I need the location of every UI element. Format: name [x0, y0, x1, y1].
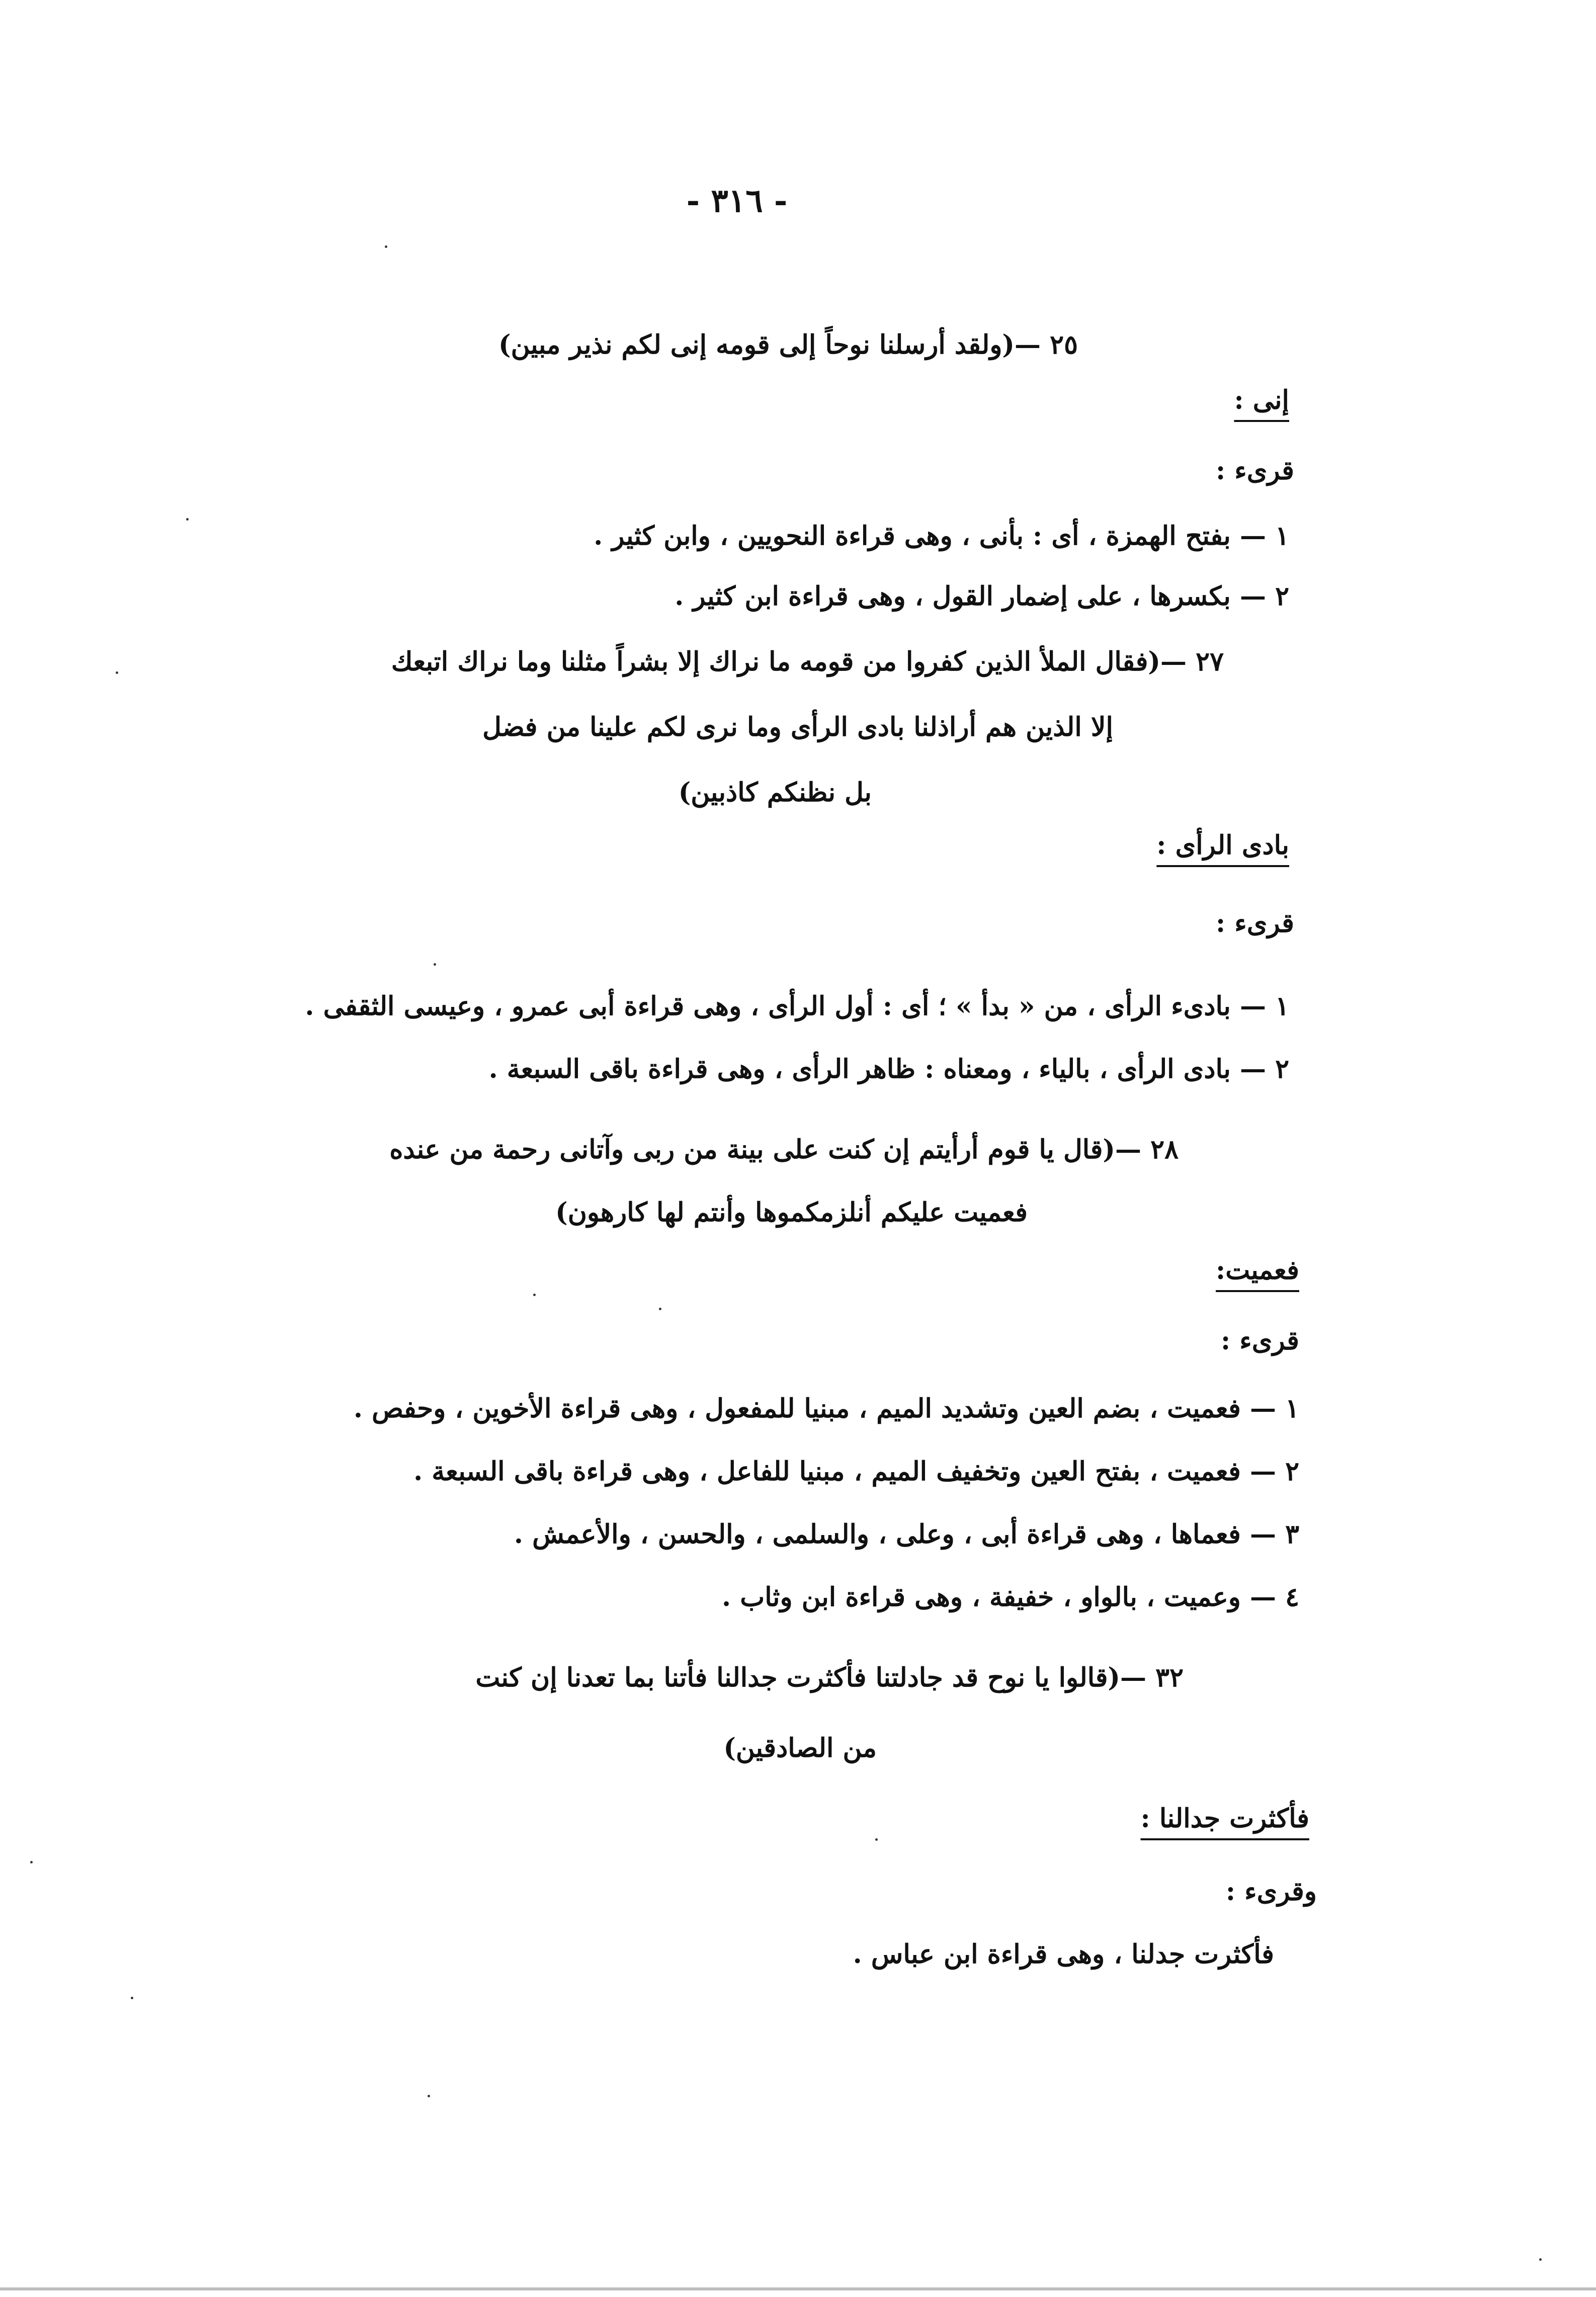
scan-speck: [1539, 2258, 1542, 2261]
scan-speck: [385, 245, 387, 248]
page-number: - ٣١٦ -: [686, 182, 788, 220]
entry-2-item-1: ١ — بادىء الرأى ، من « بدأ » ؛ أى : أول الرأى ، وهى قراءة أبى عمرو ، وعيسى الثقفى .: [305, 991, 1289, 1022]
entry-3-item-1: ١ — فعميت ، بضم العين وتشديد الميم ، مبنيا للمفعول ، وهى قراءة الأخوين ، وحفص .: [353, 1393, 1299, 1424]
verse-32-line-2: من الصادقين): [723, 1733, 877, 1763]
scan-speck: [428, 2095, 430, 2097]
entry-2-qurie: قرىء :: [1216, 908, 1294, 939]
entry-4-item-1: فأكثرت جدلنا ، وهى قراءة ابن عباس .: [853, 1939, 1274, 1970]
verse-32-line-1: ٣٢ —(قالوا يا نوح قد جادلتنا فأكثرت جدالنا فأتنا بما تعدنا إن كنت: [475, 1662, 1184, 1693]
entry-3-item-4: ٤ — وعميت ، بالواو ، خفيفة ، وهى قراءة ابن وثاب .: [722, 1582, 1299, 1612]
entry-4-heading: فأكثرت جدالنا :: [1140, 1803, 1309, 1834]
entry-3-item-2: ٢ — فعميت ، بفتح العين وتخفيف الميم ، مبنيا للفاعل ، وهى قراءة باقى السبعة .: [413, 1456, 1299, 1487]
verse-28-line-2: فعميت عليكم أنلزمكموها وأنتم لها كارهون): [555, 1197, 1028, 1228]
entry-1-qurie: قرىء :: [1216, 455, 1294, 486]
scan-speck: [875, 1838, 878, 1841]
entry-2-heading: بادى الرأى :: [1156, 830, 1289, 861]
scan-speck: [533, 1294, 536, 1296]
scan-speck: [116, 671, 118, 674]
scan-speck: [659, 1308, 661, 1310]
entry-1-item-2: ٢ — بكسرها ، على إضمار القول ، وهى قراءة ابن كثير .: [675, 581, 1289, 612]
entry-4-qurie: وقرىء :: [1225, 1876, 1317, 1907]
scan-speck: [30, 1861, 33, 1863]
entry-2-item-2: ٢ — بادى الرأى ، بالياء ، ومعناه : ظاهر الرأى ، وهى قراءة باقى السبعة .: [488, 1054, 1289, 1084]
scan-speck: [434, 963, 436, 966]
verse-27-line-2: إلا الذين هم أراذلنا بادى الرأى وما نرى لكم علينا من فضل: [482, 712, 1113, 742]
verse-27-line-3: بل نظنكم كاذبين): [678, 777, 872, 808]
entry-1-heading: إنى :: [1234, 385, 1289, 415]
verse-25-line-1: ٢٥ —(ولقد أرسلنا نوحاً إلى قومه إنى لكم نذير مبين): [498, 329, 1078, 360]
verse-27-line-1: ٢٧ —(فقال الملأ الذين كفروا من قومه ما نراك إلا بشراً مثلنا وما نراك اتبعك: [391, 646, 1224, 677]
entry-3-item-3: ٣ — فعماها ، وهى قراءة أبى ، وعلى ، والسلمى ، والحسن ، والأعمش .: [514, 1519, 1299, 1550]
scan-speck: [131, 1997, 133, 1999]
verse-28-line-1: ٢٨ —(قال يا قوم أرأيتم إن كنت على بينة من ربى وآتانى رحمة من عنده: [389, 1134, 1179, 1165]
entry-1-item-1: ١ — بفتح الهمزة ، أى : بأنى ، وهى قراءة النحويين ، وابن كثير .: [594, 521, 1289, 551]
bottom-divider: [0, 2287, 1596, 2290]
entry-3-qurie: قرىء :: [1221, 1325, 1299, 1356]
entry-3-heading: فعميت:: [1216, 1255, 1299, 1286]
scan-speck: [186, 518, 189, 521]
